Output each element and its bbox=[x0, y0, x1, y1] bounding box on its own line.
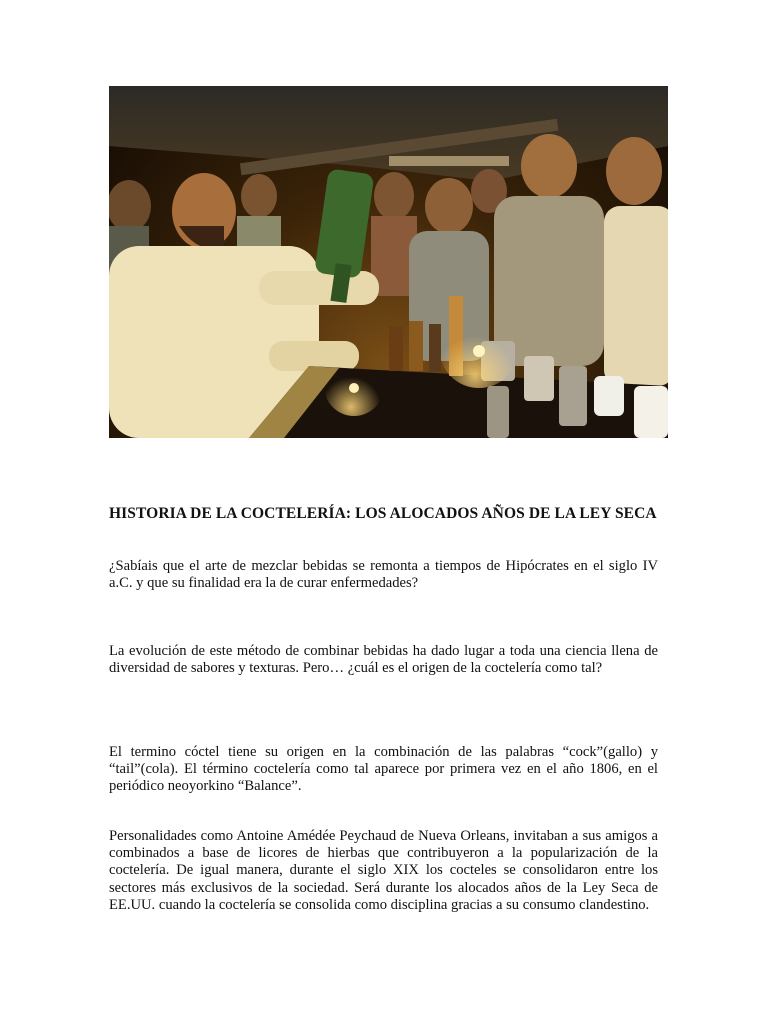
paragraph-origen-coctel: El termino cóctel tiene su origen en la combinación de las palabras “cock”(gallo) y “tail”(cola). El término coctelería como tal aparece por primera vez en el año 1806, en el periódico neoyorkino “Balance”. bbox=[109, 744, 658, 795]
paragraph-evolucion: La evolución de este método de combinar bebidas ha dado lugar a toda una ciencia llena de diversidad de sabores y texturas. Pero… ¿cuál es el origen de la coctelería como tal? bbox=[109, 643, 658, 677]
bar-photo-illustration bbox=[109, 86, 668, 438]
paragraph-personalidades: Personalidades como Antoine Amédée Peychaud de Nueva Orleans, invitaban a sus amigos a combinados a base de licores de hierbas que contribuyeron a la popularización de la coctelería. De igual manera, durante el siglo XIX los cocteles se consolidaron entre los sectores más exclusivos de la sociedad. Será durante los alocados años de la Ley Seca de EE.UU. cuando la coctelería se consolida como disciplina gracias a su consumo clandestino. bbox=[109, 828, 658, 913]
bar-photo bbox=[109, 86, 668, 438]
paragraph-hipocrates: ¿Sabíais que el arte de mezclar bebidas se remonta a tiempos de Hipócrates en el siglo IV a.C. y que su finalidad era la de curar enfermedades? bbox=[109, 558, 658, 592]
article-title: HISTORIA DE LA COCTELERÍA: LOS ALOCADOS AÑOS DE LA LEY SECA bbox=[109, 505, 657, 522]
